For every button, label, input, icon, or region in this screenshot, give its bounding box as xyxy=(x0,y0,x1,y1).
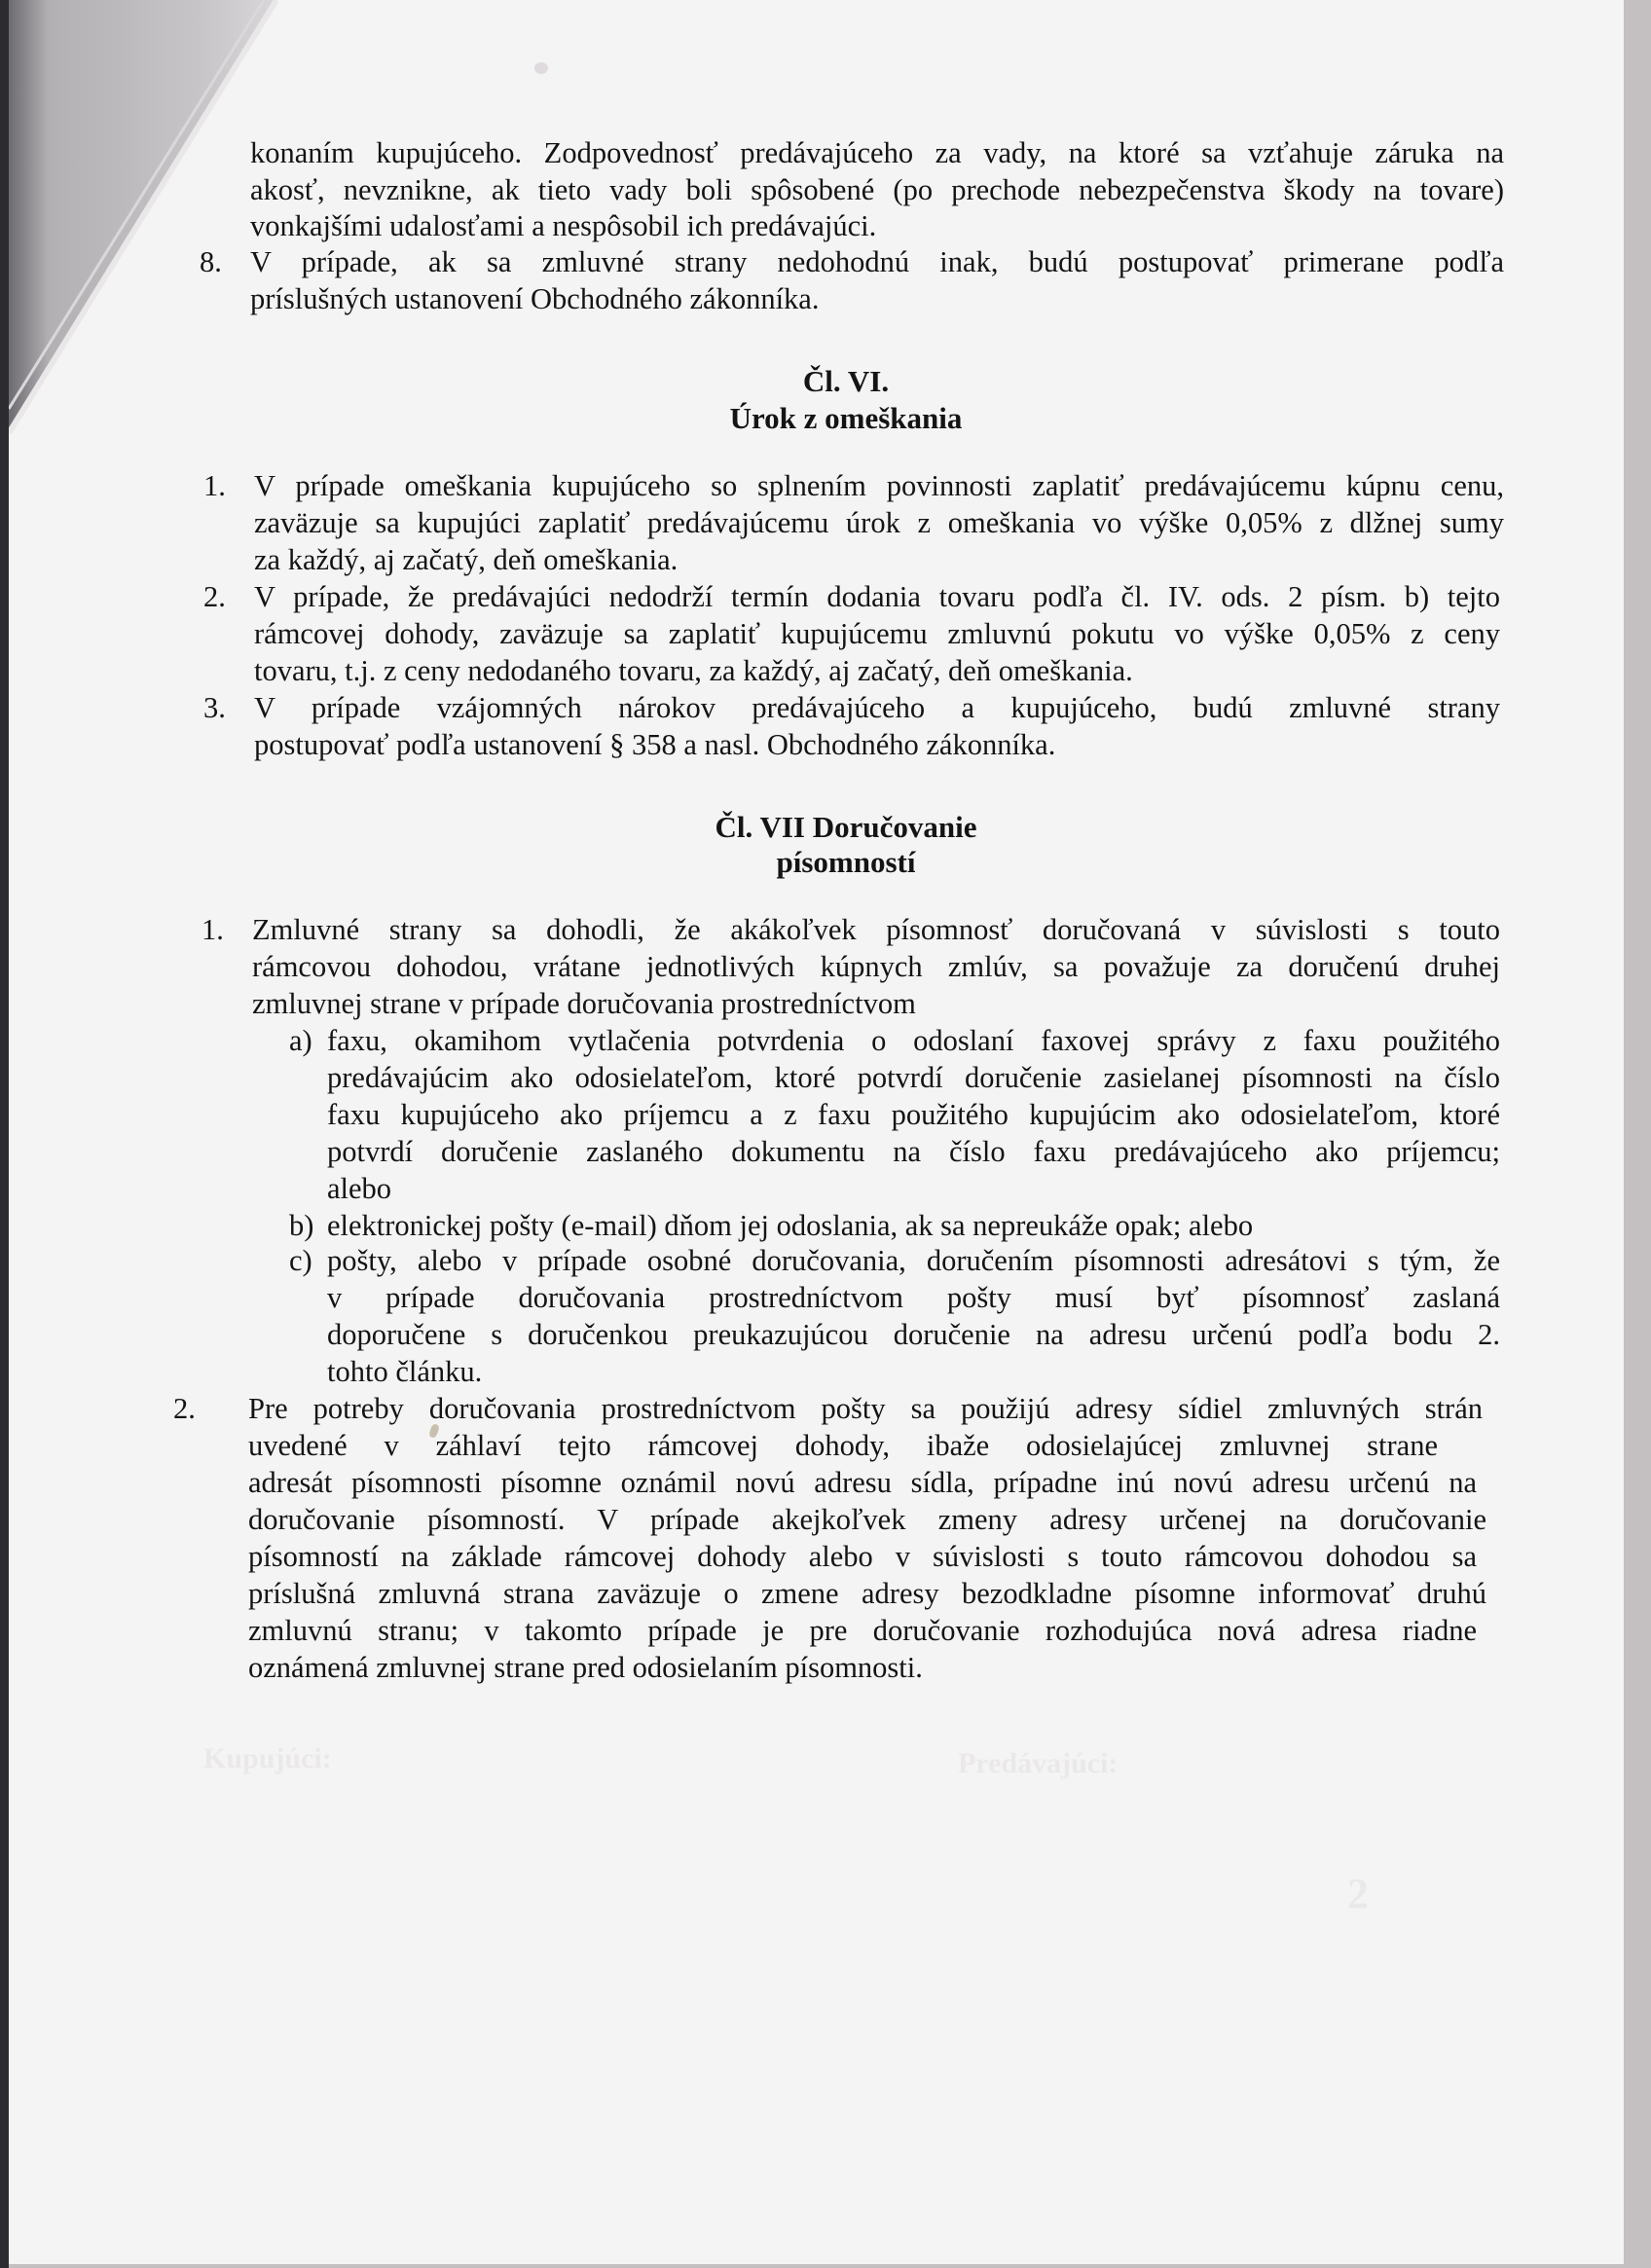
text-line: V prípade vzájomných nárokov predávajúceho a kupujúceho, budú zmluvné strany xyxy=(254,693,1500,724)
text-line: za každý, aj začatý, deň omeškania. xyxy=(254,543,679,576)
text-line: doručovanie písomností. V prípade akejkoľvek zmeny adresy určenej na doručovanie xyxy=(248,1505,1486,1536)
text-line: príslušná zmluvná strana zaväzuje o zmene adresy bezodkladne písomne informovať druhú xyxy=(248,1579,1486,1610)
text-line: oznámená zmluvnej strane pred odosielaním písomnosti. xyxy=(248,1651,923,1684)
article-subheading: Úrok z omeškania xyxy=(729,401,963,435)
article-heading: Čl. VI. xyxy=(802,364,890,398)
text-line: zmluvnú stranu; v takomto prípade je pre doručovanie rozhodujúca nová adresa riadne xyxy=(248,1616,1477,1647)
subitem-letter: a) xyxy=(289,1024,312,1057)
text-line: konaním kupujúceho. Zodpovednosť predávajúceho za vady, na ktoré sa vzťahuje záruka na xyxy=(250,138,1504,169)
text-line: V prípade, ak sa zmluvné strany nedohodnú inak, budú postupovať primerane podľa xyxy=(250,247,1504,278)
text-line: písomností na základe rámcovej dohody alebo v súvislosti s touto rámcovou dohodou sa xyxy=(248,1542,1477,1573)
item-number: 2. xyxy=(203,580,226,613)
text-line: doporučene s doručenkou preukazujúcou doručenie na adresu určenú podľa bodu 2. xyxy=(327,1320,1500,1351)
text-line: rámcovej dohody, zaväzuje sa zaplatiť kupujúcemu zmluvnú pokutu vo výške 0,05% z ceny xyxy=(254,619,1500,650)
text-line: v prípade doručovania prostredníctvom pošty musí byť písomnosť zaslaná xyxy=(327,1283,1500,1314)
text-line: pošty, alebo v prípade osobné doručovania, doručením písomnosti adresátovi s tým, že xyxy=(327,1246,1500,1277)
text-line: zmluvnej strane v prípade doručovania prostredníctvom xyxy=(252,987,916,1020)
text-line: postupovať podľa ustanovení § 358 a nasl. Obchodného zákonníka. xyxy=(254,728,1056,761)
text-line: faxu kupujúceho ako príjemcu a z faxu použitého kupujúcim ako odosielateľom, ktoré xyxy=(327,1100,1500,1131)
text-line: V prípade, že predávajúci nedodrží termín dodania tovaru podľa čl. IV. ods. 2 písm. b) tejto xyxy=(254,582,1500,613)
text-line: elektronickej pošty (e-mail) dňom jej odoslania, ak sa nepreukáže opak; alebo xyxy=(327,1209,1254,1242)
scan-left-edge xyxy=(0,0,9,2268)
text-line: faxu, okamihom vytlačenia potvrdenia o odoslaní faxovej správy z faxu použitého xyxy=(327,1026,1500,1057)
text-line: zaväzuje sa kupujúci zaplatiť predávajúcemu úrok z omeškania vo výške 0,05% z dlžnej sumy xyxy=(254,508,1504,539)
text-line: alebo xyxy=(327,1172,392,1205)
bleed-through-seller-label: Predávajúci: xyxy=(958,1747,1119,1779)
item-number: 8. xyxy=(200,245,222,278)
text-line: akosť, nevznikne, ak tieto vady boli spôsobené (po prechode nebezpečenstva škody na tovare) xyxy=(250,175,1504,206)
text-line: vonkajšími udalosťami a nespôsobil ich predávajúci. xyxy=(250,209,877,242)
bleed-through-buyer-label: Kupujúci: xyxy=(203,1742,332,1774)
item-number: 3. xyxy=(203,691,226,724)
document-page xyxy=(9,0,1624,2264)
paper-speck xyxy=(534,62,548,74)
text-line: tohto článku. xyxy=(327,1355,483,1388)
item-number: 1. xyxy=(203,469,226,502)
text-line: V prípade omeškania kupujúceho so splnením povinnosti zaplatiť predávajúcemu kúpnu cenu, xyxy=(254,471,1504,502)
text-line: predávajúcim ako odosielateľom, ktoré potvrdí doručenie zasielanej písomnosti na číslo xyxy=(327,1063,1500,1094)
item-number: 2. xyxy=(173,1392,196,1425)
text-line: uvedené v záhlaví tejto rámcovej dohody, ibaže odosielajúcej zmluvnej strane xyxy=(248,1431,1438,1462)
text-line: tovaru, t.j. z ceny nedodaného tovaru, za každý, aj začatý, deň omeškania. xyxy=(254,654,1133,687)
text-line: Zmluvné strany sa dohodli, že akákoľvek písomnosť doručovaná v súvislosti s touto xyxy=(252,915,1500,946)
article-subheading: písomností xyxy=(776,845,916,879)
article-heading: Čl. VII Doručovanie xyxy=(715,810,977,844)
subitem-letter: b) xyxy=(289,1209,314,1242)
bleed-through-page-number: 2 xyxy=(1347,1870,1369,1918)
text-line: Pre potreby doručovania prostredníctvom pošty sa použijú adresy sídiel zmluvných strán xyxy=(248,1394,1483,1425)
text-line: príslušných ustanovení Obchodného zákonníka. xyxy=(250,282,820,315)
text-line: rámcovou dohodou, vrátane jednotlivých kúpnych zmlúv, sa považuje za doručenú druhej xyxy=(252,952,1500,983)
subitem-letter: c) xyxy=(289,1244,312,1277)
item-number: 1. xyxy=(202,913,224,946)
text-line: adresát písomnosti písomne oznámil novú adresu sídla, prípadne inú novú adresu určenú na xyxy=(248,1468,1477,1499)
text-line: potvrdí doručenie zaslaného dokumentu na číslo faxu predávajúceho ako príjemcu; xyxy=(327,1137,1500,1168)
